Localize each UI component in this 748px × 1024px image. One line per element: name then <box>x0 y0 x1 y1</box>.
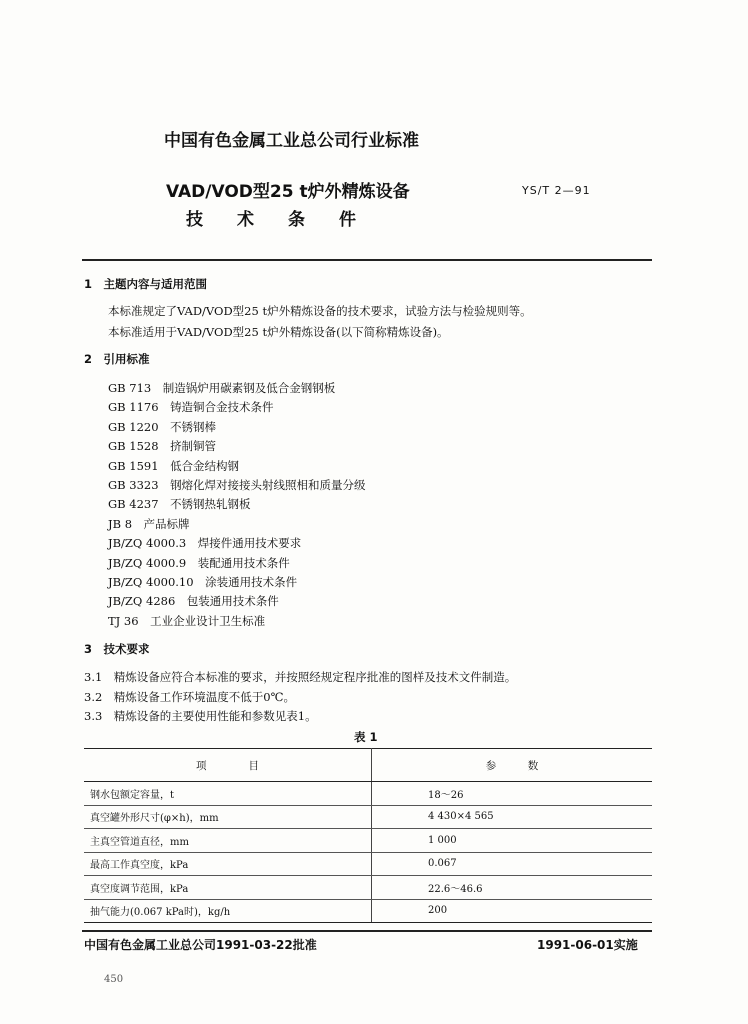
reference-item <box>108 554 366 573</box>
section-3-heading: 3 技术要求 <box>84 642 150 656</box>
standard-code: YS/T 2—91 <box>522 184 591 197</box>
reference-title: 挤制铜管 <box>170 439 217 454</box>
table-cell-value: 18～26 <box>372 782 653 806</box>
reference-code: JB/ZQ 4000.10 <box>108 575 194 590</box>
reference-item <box>108 515 366 534</box>
clause-number: 3.3 <box>84 709 103 723</box>
reference-item <box>108 592 366 611</box>
reference-title: 工业企业设计卫生标准 <box>150 613 266 628</box>
reference-title: 包装通用技术条件 <box>186 594 279 609</box>
reference-title: 装配通用技术条件 <box>197 555 290 570</box>
table-row <box>84 805 652 829</box>
table-cell-value: 200 <box>372 899 653 923</box>
section-1-paragraph-2: 本标准适用于VAD/VOD型25 t炉外精炼设备(以下简称精炼设备)。 <box>108 325 449 339</box>
reference-item <box>108 398 366 417</box>
section-1-heading: 1 主题内容与适用范围 <box>84 277 208 291</box>
reference-code: JB/ZQ 4286 <box>108 594 176 609</box>
reference-item <box>108 534 366 553</box>
table-cell-item: 主真空管道直径，mm <box>84 829 372 853</box>
document-title: VAD/VOD型25 t炉外精炼设备 <box>166 182 410 202</box>
reference-code: GB 1591 <box>108 458 159 473</box>
reference-title: 钢熔化焊对接接头射线照相和质量分级 <box>170 478 366 493</box>
column-header-item: 项 目 <box>84 749 372 782</box>
table-cell-item: 抽气能力(0.067 kPa时)，kg/h <box>84 899 372 923</box>
reference-code: GB 1220 <box>108 419 159 434</box>
reference-code: JB 8 <box>108 516 133 531</box>
reference-list <box>108 379 366 631</box>
page-number: 450 <box>104 974 124 985</box>
parameters-table <box>84 748 652 923</box>
reference-code: JB/ZQ 4000.9 <box>108 555 187 570</box>
reference-code: GB 713 <box>108 381 152 395</box>
table-cell-item: 钢水包额定容量，t <box>84 782 372 806</box>
clause-3-2 <box>84 689 295 705</box>
clause-number: 3.1 <box>84 670 103 684</box>
reference-title: 产品标牌 <box>143 516 190 531</box>
reference-title: 低合金结构钢 <box>170 458 240 473</box>
table-cell-item: 真空度调节范围，kPa <box>84 876 372 900</box>
reference-code: JB/ZQ 4000.3 <box>108 536 187 551</box>
clause-number: 3.2 <box>84 690 103 704</box>
table-header-row <box>84 749 652 782</box>
table-row <box>84 852 652 876</box>
table-row <box>84 899 652 923</box>
reference-code: GB 1528 <box>108 439 159 454</box>
header-divider <box>82 259 652 261</box>
reference-item <box>108 573 366 592</box>
table-cell-value: 1 000 <box>372 829 653 853</box>
clause-3-3 <box>84 708 317 724</box>
reference-code: GB 3323 <box>108 478 159 493</box>
reference-title: 制造锅炉用碳素钢及低合金钢钢板 <box>162 381 336 395</box>
table-cell-value: 4 430×4 565 <box>372 805 653 829</box>
table-caption: 表 1 <box>354 730 378 744</box>
reference-item <box>108 612 366 631</box>
reference-title: 不锈钢棒 <box>170 419 217 434</box>
reference-item <box>108 476 366 495</box>
reference-item <box>108 418 366 437</box>
table-row <box>84 782 652 806</box>
reference-code: GB 4237 <box>108 497 159 512</box>
clause-text: 精炼设备的主要使用性能和参数见表1。 <box>113 709 317 723</box>
reference-item <box>108 457 366 476</box>
table-cell-value: 0.067 <box>372 852 653 876</box>
table-row <box>84 829 652 853</box>
approval-date: 中国有色金属工业总公司1991-03-22批准 <box>84 938 317 952</box>
reference-title: 不锈钢热轧钢板 <box>170 497 251 512</box>
reference-item <box>108 437 366 456</box>
table-cell-item: 真空罐外形尺寸(φ×h)，mm <box>84 805 372 829</box>
reference-title: 焊接件通用技术要求 <box>197 536 302 551</box>
implementation-date: 1991-06-01实施 <box>537 938 638 952</box>
table-cell-value: 22.6～46.6 <box>372 876 653 900</box>
reference-title: 涂装通用技术条件 <box>205 575 298 590</box>
reference-code: GB 1176 <box>108 400 159 415</box>
clause-3-1 <box>84 669 516 685</box>
section-1-paragraph-1: 本标准规定了VAD/VOD型25 t炉外精炼设备的技术要求，试验方法与检验规则等。 <box>108 304 532 318</box>
column-header-parameter: 参 数 <box>372 749 653 782</box>
table-row <box>84 876 652 900</box>
reference-code: TJ 36 <box>108 613 139 628</box>
clause-text: 精炼设备应符合本标准的要求，并按照经规定程序批准的图样及技术文件制造。 <box>113 670 517 684</box>
reference-item <box>108 495 366 514</box>
table-cell-item: 最高工作真空度，kPa <box>84 852 372 876</box>
reference-title: 铸造铜合金技术条件 <box>170 400 274 415</box>
clause-text: 精炼设备工作环境温度不低于0℃。 <box>113 690 295 704</box>
reference-item <box>108 379 366 398</box>
issuing-organization: 中国有色金属工业总公司行业标准 <box>164 131 419 151</box>
footer-divider <box>82 930 652 932</box>
section-2-heading: 2 引用标准 <box>84 352 150 366</box>
document-subtitle: 技 术 条 件 <box>186 210 356 230</box>
